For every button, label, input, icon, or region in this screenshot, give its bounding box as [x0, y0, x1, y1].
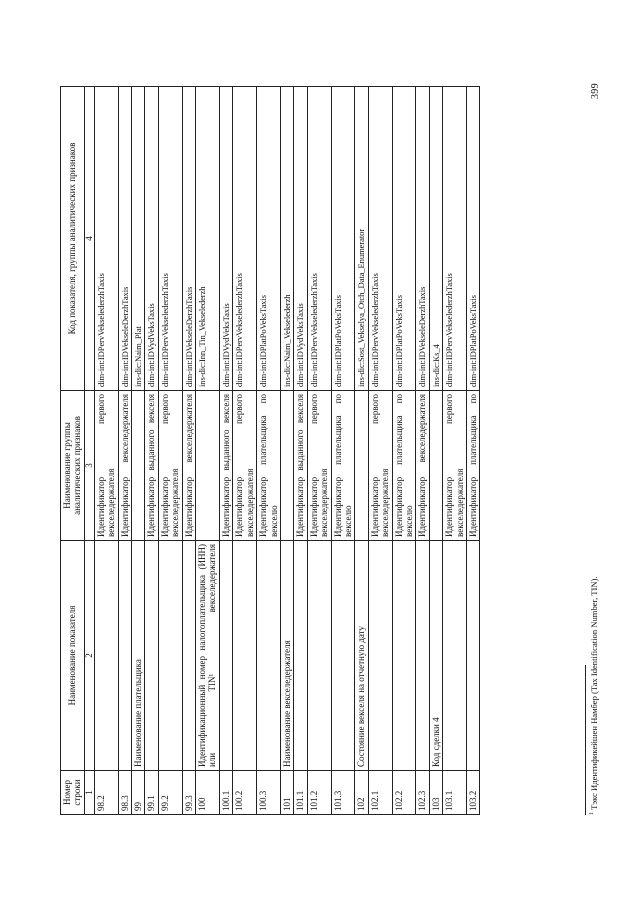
indicator-name-cell — [307, 541, 331, 771]
group-name-cell — [132, 391, 145, 541]
group-name-cell: Идентификатор первого векселедержателя — [94, 391, 118, 541]
table-row — [145, 87, 158, 815]
group-name-cell — [429, 391, 442, 541]
header-indicator-name: Наименование показателя — [61, 541, 85, 771]
header-group-code: Код показателя, группы аналитических признаков — [61, 87, 85, 391]
row-number-cell: 100.3 — [257, 771, 281, 815]
indicator-name-cell — [331, 541, 355, 771]
group-code-cell: dim-int:IDPervVekselederzhTaxis — [233, 87, 257, 391]
indicator-name-cell: Наименование плательщика — [132, 541, 145, 771]
table-row — [467, 87, 480, 815]
column-index: 1 — [84, 771, 94, 815]
row-number-cell: 103.1 — [443, 771, 467, 815]
group-name-cell: Идентификатор выданного векселя — [219, 391, 232, 541]
group-code-cell: dim-int:IDPervVekselederzhTaxis — [443, 87, 467, 391]
column-index: 2 — [84, 541, 94, 771]
group-name-cell: Идентификатор первого векселедержателя — [158, 391, 182, 541]
group-code-cell: dim-int:IDPlatPoVeksTaxis — [331, 87, 355, 391]
indicator-name-cell — [467, 541, 480, 771]
indicator-name-cell — [368, 541, 392, 771]
row-number-cell: 101.1 — [294, 771, 307, 815]
row-number-cell: 100.1 — [219, 771, 232, 815]
row-number-cell: 100 — [196, 771, 220, 815]
table-row — [392, 87, 416, 815]
group-code-cell: dim-int:IDPlatPoVeksTaxis — [257, 87, 281, 391]
group-name-cell: Идентификатор плательщика по векселю — [331, 391, 355, 541]
row-number-cell: 100.2 — [233, 771, 257, 815]
indicator-name-cell — [145, 541, 158, 771]
group-code-cell: dim-int:IDVekseleDerzhTaxis — [416, 87, 429, 391]
table-row — [429, 87, 442, 815]
table-row — [94, 87, 118, 815]
row-number-cell: 102 — [355, 771, 368, 815]
group-name-cell: Идентификатор первого векселедержателя — [233, 391, 257, 541]
table-row — [368, 87, 392, 815]
group-code-cell: dim-int:IDPervVekselederzhTaxis — [158, 87, 182, 391]
table-row — [331, 87, 355, 815]
group-name-cell: Идентификатор векселедержателя — [118, 391, 131, 541]
indicator-name-cell — [257, 541, 281, 771]
table-body — [94, 87, 480, 815]
group-code-cell: dim-int:IDVekseleDerzhTaxis — [118, 87, 131, 391]
group-code-cell: dim-int:IDPervVekselederzhTaxis — [368, 87, 392, 391]
group-code-cell: dim-int:IDPervVekselederzhTaxis — [307, 87, 331, 391]
row-number-cell: 102.3 — [416, 771, 429, 815]
row-number-cell: 101 — [280, 771, 293, 815]
row-number-cell: 99 — [132, 771, 145, 815]
indicator-name-cell — [233, 541, 257, 771]
group-code-cell: ins-dic:Inn_Tin_Vekselederzh — [196, 87, 220, 391]
footnote-separator — [585, 665, 586, 815]
group-name-cell: Идентификатор первого векселедержателя — [368, 391, 392, 541]
group-name-cell — [280, 391, 293, 541]
row-number-cell: 102.2 — [392, 771, 416, 815]
group-name-cell: Идентификатор выданного векселя — [145, 391, 158, 541]
indicator-name-cell — [158, 541, 182, 771]
indicator-name-cell: Идентификационный номер налогоплательщика (ИНН) или TIN¹ векселедержателя — [196, 541, 220, 771]
row-number-cell: 101.2 — [307, 771, 331, 815]
group-code-cell: dim-int:IDVydVeksTaxis — [145, 87, 158, 391]
table-row — [233, 87, 257, 815]
group-name-cell: Идентификатор плательщика по векселю — [257, 391, 281, 541]
table-row — [294, 87, 307, 815]
footnote-mark: 1 — [589, 812, 596, 815]
table-row — [257, 87, 281, 815]
group-code-cell: ins-dic:Sost_Vekselya_Otch_Data_Enumerator — [355, 87, 368, 391]
indicator-name-cell — [118, 541, 131, 771]
group-name-cell: Идентификатор первого векселедержателя — [443, 391, 467, 541]
row-number-cell: 103 — [429, 771, 442, 815]
column-index: 4 — [84, 87, 94, 391]
footnote — [589, 576, 599, 815]
table-row — [118, 87, 131, 815]
indicator-name-cell — [416, 541, 429, 771]
group-name-cell: Идентификатор векселедержателя — [416, 391, 429, 541]
table-row — [158, 87, 182, 815]
row-number-cell: 99.1 — [145, 771, 158, 815]
row-number-cell: 103.2 — [467, 771, 480, 815]
table-row — [196, 87, 220, 815]
group-name-cell: Идентификатор выданного векселя — [294, 391, 307, 541]
indicator-name-cell — [392, 541, 416, 771]
row-number-cell: 99.3 — [182, 771, 195, 815]
table-row — [219, 87, 232, 815]
table-header-row — [61, 87, 85, 815]
group-code-cell: dim-int:IDVekseleDerzhTaxis — [182, 87, 195, 391]
indicator-name-cell — [94, 541, 118, 771]
indicator-name-cell — [182, 541, 195, 771]
page-number: 399 — [590, 83, 601, 99]
table-row — [307, 87, 331, 815]
group-name-cell — [196, 391, 220, 541]
table-row — [443, 87, 467, 815]
row-number-cell: 98.2 — [94, 771, 118, 815]
group-code-cell: ins-dic:Ks_4 — [429, 87, 442, 391]
group-name-cell — [355, 391, 368, 541]
table-row — [416, 87, 429, 815]
group-code-cell: dim-int:IDVydVeksTaxis — [219, 87, 232, 391]
table-row — [355, 87, 368, 815]
group-code-cell: dim-int:IDPlatPoVeksTaxis — [467, 87, 480, 391]
row-number-cell: 101.3 — [331, 771, 355, 815]
indicator-name-cell — [294, 541, 307, 771]
row-number-cell: 99.2 — [158, 771, 182, 815]
group-name-cell: Идентификатор плательщика по — [467, 391, 480, 541]
indicator-name-cell: Код сделки 4 — [429, 541, 442, 771]
column-index-row — [84, 87, 94, 815]
group-name-cell: Идентификатор векселедержателя — [182, 391, 195, 541]
footnote-text: Тэкс Идентификейшен Намбер (Tax Identification Number, TIN). — [589, 576, 599, 810]
indicator-name-cell — [443, 541, 467, 771]
header-row-no: Номер строки — [61, 771, 85, 815]
group-name-cell: Идентификатор первого векселедержателя — [307, 391, 331, 541]
table-row — [182, 87, 195, 815]
indicator-name-cell: Наименование векселедержателя — [280, 541, 293, 771]
table-row — [132, 87, 145, 815]
group-code-cell: dim-int:IDPlatPoVeksTaxis — [392, 87, 416, 391]
group-code-cell: ins-dic:Naim_Plat — [132, 87, 145, 391]
group-code-cell: dim-int:IDPervVekselederzhTaxis — [94, 87, 118, 391]
group-code-cell: ins-dic:Naim_Vekselederzh — [280, 87, 293, 391]
table-row — [280, 87, 293, 815]
indicator-name-cell — [219, 541, 232, 771]
indicator-table — [60, 86, 480, 815]
row-number-cell: 98.3 — [118, 771, 131, 815]
row-number-cell: 102.1 — [368, 771, 392, 815]
column-index: 3 — [84, 391, 94, 541]
group-code-cell: dim-int:IDVydVeksTaxis — [294, 87, 307, 391]
group-name-cell: Идентификатор плательщика по векселю — [392, 391, 416, 541]
indicator-name-cell: Состояние векселя на отчетную дату — [355, 541, 368, 771]
header-group-name: Наименование группы аналитических признаков — [61, 391, 85, 541]
